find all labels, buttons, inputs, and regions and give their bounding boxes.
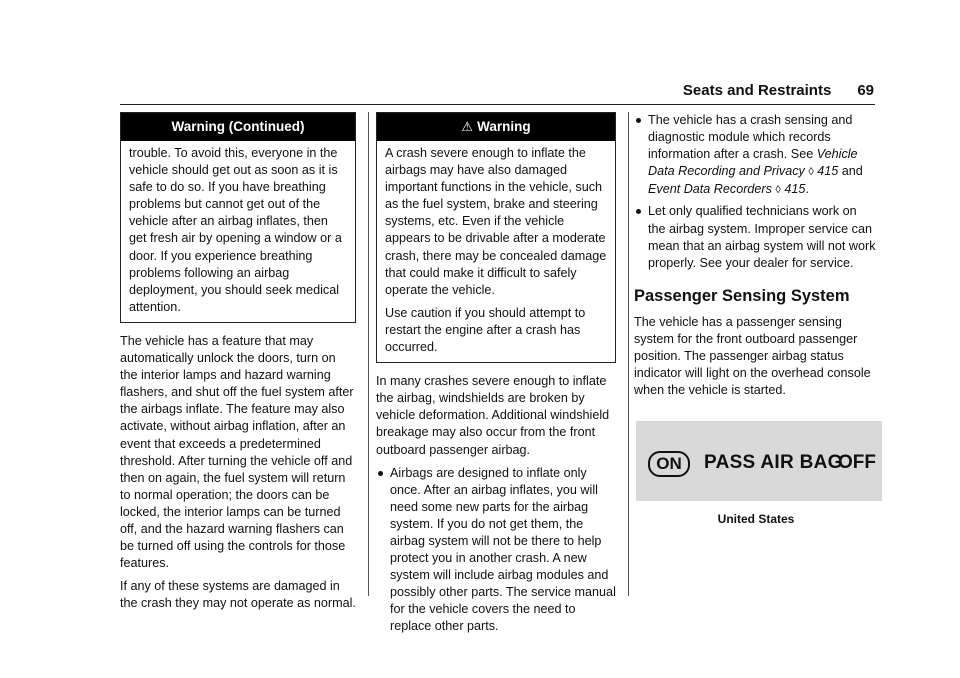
- list-item: [634, 203, 876, 271]
- link-event-data-recorders[interactable]: Event Data Recorders: [648, 182, 772, 197]
- connector-text: and: [838, 164, 863, 179]
- bullet-icon: [378, 471, 383, 476]
- reference-symbol: ◊: [775, 184, 781, 197]
- list-item: [634, 112, 876, 199]
- reference-symbol: ◊: [808, 166, 814, 179]
- on-indicator: ON: [648, 451, 690, 477]
- warning-continued-box: [120, 112, 356, 323]
- bullet-icon: [636, 209, 641, 214]
- warning-triangle-icon: ⚠: [461, 119, 474, 134]
- warning-text: A crash severe enough to inflate the airbags may have also damaged important functions in the vehicle, such as the fuel system, brake and steering systems, etc. Even if the vehicle appears to be drivable after a moderate crash, there may be concealed damage that could make it difficult to safely operate the vehicle.: [385, 146, 607, 297]
- list-item-text: The vehicle has a crash sensing and diagnostic module which records information after a crash. See: [648, 113, 853, 162]
- page-number: 69: [857, 82, 874, 99]
- page-reference[interactable]: 415: [784, 182, 806, 197]
- pass-air-bag-label: PASS AIR BAG: [704, 452, 843, 474]
- column-1: [120, 112, 356, 618]
- section-title-header: Seats and Restraints: [682, 82, 832, 99]
- column-2: [368, 112, 616, 640]
- paragraph: The vehicle has a passenger sensing system for the front outboard passenger position. The passenger airbag status indicator will light on the overhead console when the vehicle is started.: [634, 314, 871, 398]
- bullet-icon: [636, 118, 641, 123]
- warning-text: trouble. To avoid this, everyone in the vehicle should get out as soon as it is safe to do so. If you have breathing problems but cannot get out of the vehicle after an airbag inflates, then get fresh air by opening a window or a door. If you experience breathing problems following an airbag deployment, you should seek medical attention.: [129, 146, 342, 314]
- passenger-airbag-indicator-image: [636, 421, 882, 501]
- warning-title-text: Warning: [477, 119, 531, 134]
- warning-text: Use caution if you should attempt to restart the engine after a crash has occurred.: [385, 305, 586, 355]
- warning-title: Warning (Continued): [121, 113, 355, 141]
- off-indicator: OFF: [838, 452, 876, 474]
- period-text: .: [805, 182, 809, 197]
- section-heading: Passenger Sensing System: [634, 286, 850, 305]
- page-header: [0, 82, 874, 99]
- column-3: [628, 112, 876, 528]
- warning-box: [376, 112, 616, 363]
- header-divider: [120, 104, 875, 105]
- paragraph: If any of these systems are damaged in the crash they may not operate as normal.: [120, 579, 356, 611]
- page-reference[interactable]: 415: [817, 164, 839, 179]
- list-item-text: Airbags are designed to inflate only once. After an airbag inflates, you will need some new parts for the airbag system. If you do not get them, the airbag system will not be there to help protect you in another crash. A new system will include airbag modules and possibly other parts. The service manual for the vehicle covers the need to replace other parts.: [390, 465, 616, 634]
- paragraph: In many crashes severe enough to inflate the airbag, windshields are broken by vehicle deformation. Additional windshield breakage may also occur from the front outboard passenger airbag.: [376, 374, 610, 457]
- image-caption: United States: [717, 512, 795, 527]
- link-vehicle-data-recording[interactable]: Vehicle Data Recording and Privacy: [648, 147, 858, 179]
- paragraph: The vehicle has a feature that may automatically unlock the doors, turn on the interior lamps and hazard warning flashers, and shut off the fuel system after the airbags inflate. The feature may also activate, without airbag inflation, after an event that exceeds a predetermined threshold. After turning the vehicle off and then on again, the fuel system will return to normal operation; the doors can be locked, the interior lamps can be turned off, and the hazard warning flashers can be turned off using the controls for those features.: [120, 333, 354, 571]
- list-item-text: Let only qualified technicians work on the airbag system. Improper service can mean that an airbag system will not work properly. See your dealer for service.: [648, 204, 876, 270]
- warning-title: [377, 113, 615, 141]
- list-item: [376, 465, 616, 636]
